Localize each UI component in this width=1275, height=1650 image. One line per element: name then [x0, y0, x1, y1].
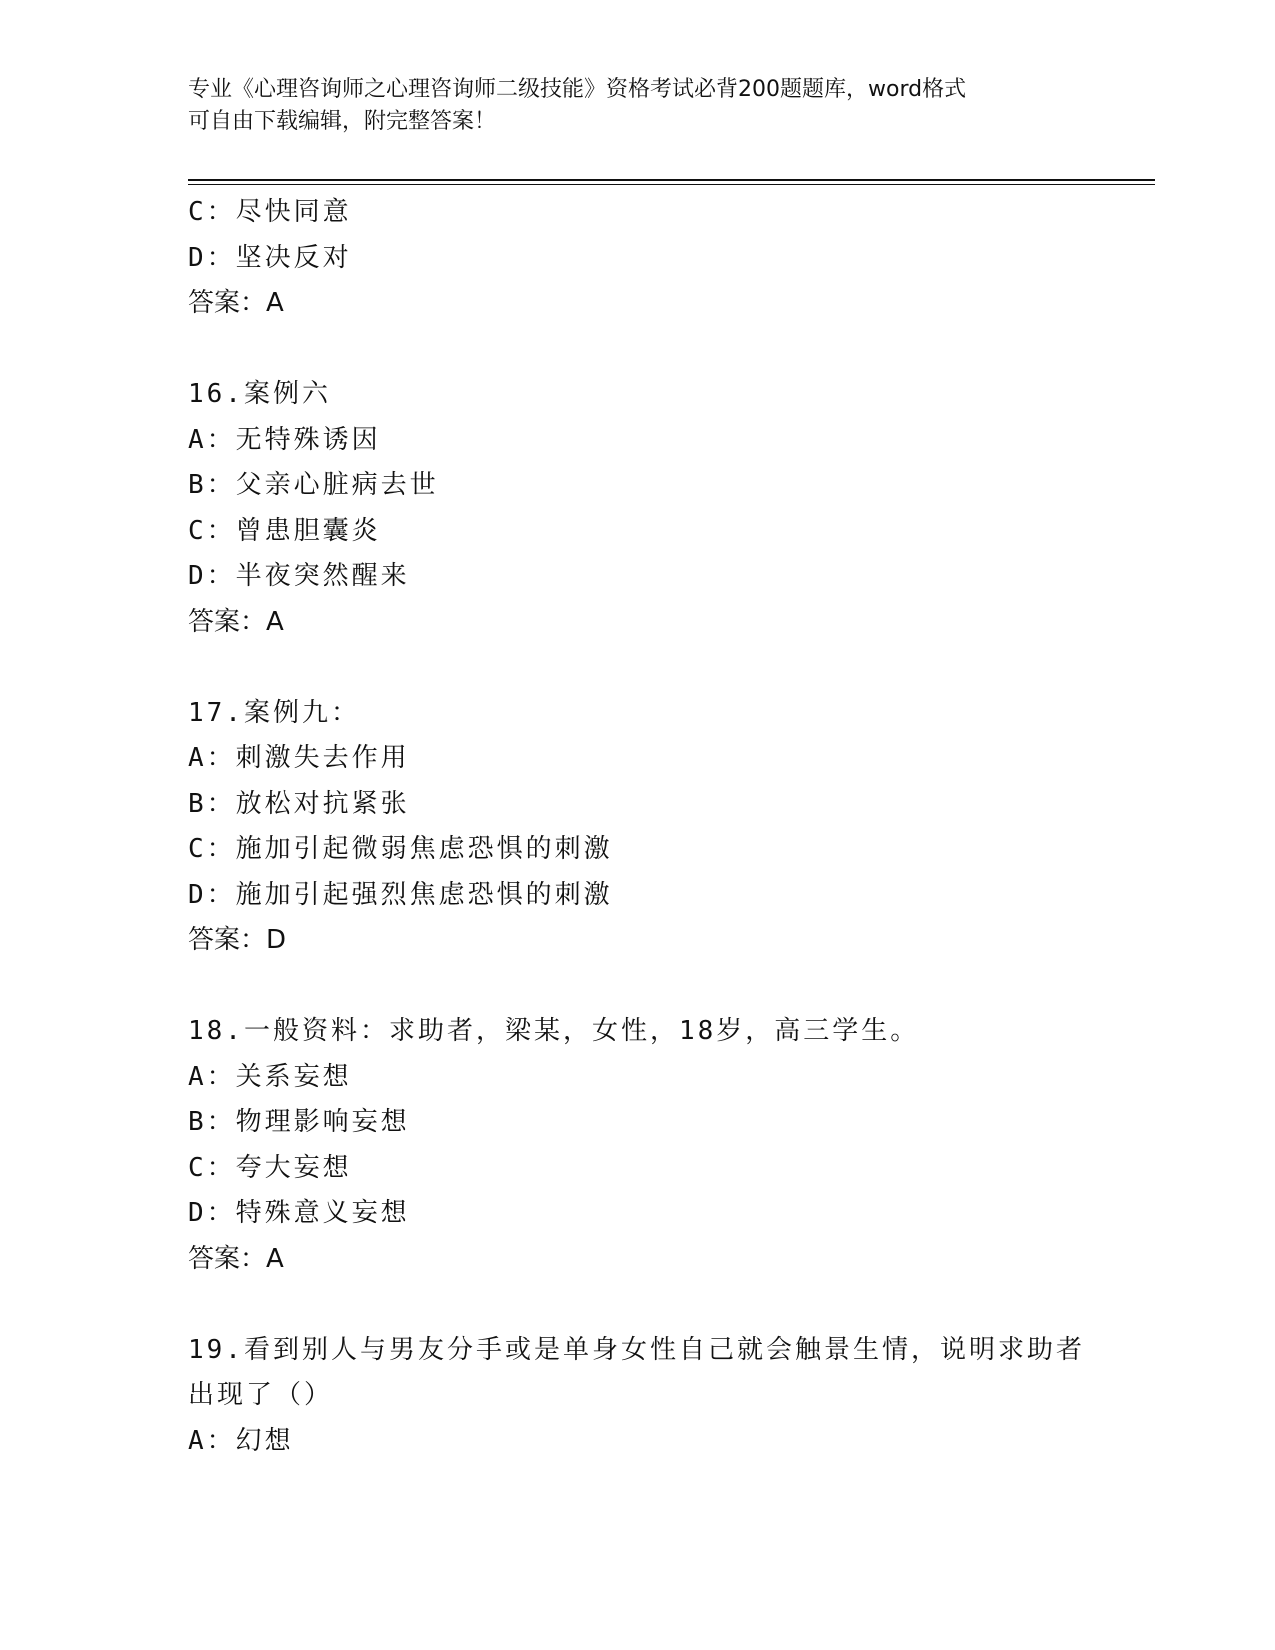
answer-option: D：半夜突然醒来	[188, 561, 410, 591]
question-text: 17.案例九：	[188, 697, 360, 728]
answer-key: 答案：A	[188, 288, 284, 318]
answer-key: 答案：A	[188, 606, 284, 637]
answer-option: C：曾患胆囊炎	[188, 515, 381, 546]
document-header	[188, 74, 1088, 138]
question-text: 19.看到别人与男友分手或是单身女性自己就会触景生情，说明求助者	[188, 1334, 1085, 1365]
answer-option: B：放松对抗紧张	[188, 788, 410, 819]
answer-option: A：幻想	[188, 1425, 294, 1456]
header-title-line-2: 可自由下载编辑，附完整答案！	[188, 109, 497, 134]
answer-option: B：物理影响妄想	[188, 1107, 410, 1137]
answer-option: A：无特殊诱因	[188, 424, 381, 455]
answer-option: C：施加引起微弱焦虑恐惧的刺激	[188, 834, 613, 864]
question-text: 出现了（）	[188, 1380, 334, 1410]
answer-key: 答案：D	[188, 925, 287, 955]
section-spacer	[188, 964, 1108, 1010]
question-list	[188, 190, 1108, 1464]
answer-option: A：关系妄想	[188, 1061, 352, 1092]
answer-option: C：夸大妄想	[188, 1152, 352, 1183]
answer-option: D：坚决反对	[188, 242, 352, 273]
answer-option: C：尽快同意	[188, 197, 352, 227]
section-spacer	[188, 1282, 1108, 1328]
header-divider-thin	[188, 184, 1155, 185]
answer-option: D：施加引起强烈焦虑恐惧的刺激	[188, 879, 613, 910]
answer-key: 答案：A	[188, 1243, 284, 1274]
header-divider-thick	[188, 179, 1155, 181]
answer-option: A：刺激失去作用	[188, 743, 410, 773]
question-text: 18.一般资料：求助者，梁某，女性，18岁，高三学生。	[188, 1016, 920, 1046]
section-spacer	[188, 327, 1108, 373]
question-text: 16.案例六	[188, 379, 331, 409]
header-title-line-1: 专业《心理咨询师之心理咨询师二级技能》资格考试必背200题题库，word格式	[188, 77, 967, 102]
section-spacer	[188, 645, 1108, 691]
answer-option: D：特殊意义妄想	[188, 1198, 410, 1228]
answer-option: B：父亲心脏病去世	[188, 470, 439, 500]
